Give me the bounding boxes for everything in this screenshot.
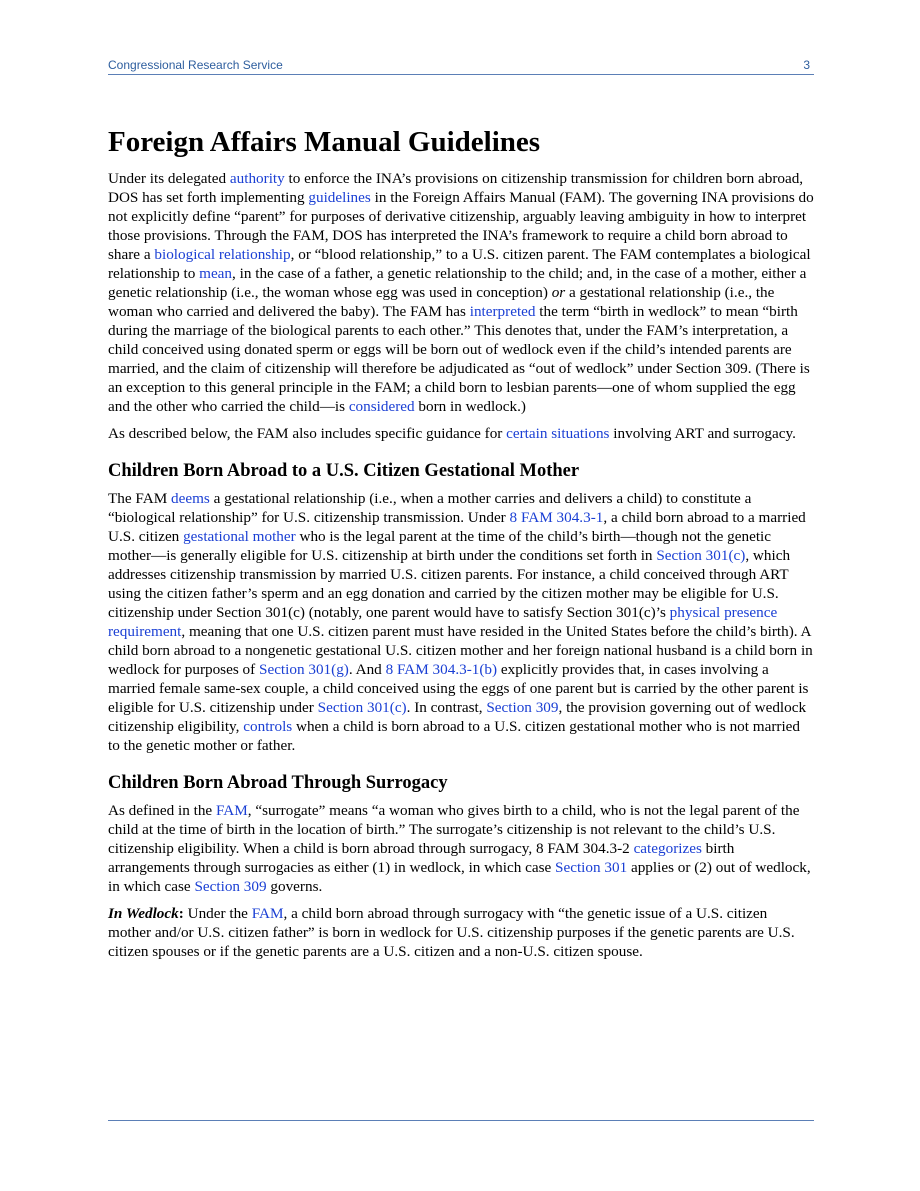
text: As defined in the — [108, 802, 216, 819]
text: a gestational relationship (i.e., when a mother carries and delivers a child) to constitute a “biological relationship” for U.S. citizenship transmission. Under — [108, 490, 752, 526]
header-rule — [108, 74, 814, 75]
paragraph-in-wedlock — [108, 904, 814, 961]
text: , a child born abroad to a married U.S. citizen — [108, 509, 806, 545]
link-section-301c-2[interactable]: Section 301(c) — [317, 699, 407, 716]
link-fam[interactable]: FAM — [215, 802, 248, 819]
link-categorizes[interactable]: categorizes — [633, 840, 702, 857]
text: in the Foreign Affairs Manual (FAM). The governing INA provisions do not explicitly define “parent” for purposes of derivative citizenship, arguably leaving ambiguity in how to interpret those provisions. Through the FAM, DOS has interpreted the INA’s framework to require a child born abroad to share a — [108, 189, 814, 263]
text: Under the — [183, 905, 252, 922]
link-considered[interactable]: considered — [348, 398, 415, 415]
text: the term “birth in wedlock” to mean “birth during the marriage of the biological parents to each other.” This denotes that, under the FAM’s interpretation, a child conceived using donated sperm or eggs will be born out of wedlock even if the child’s intended parents are married, and the claim of citizenship will therefore be adjudicated as “out of wedlock” under Section 309. (There is an exception to this general principle in the FAM; a child born to lesbian parents—one of whom supplied the egg and the other who carried the child—is — [108, 303, 810, 415]
text: a gestational relationship (i.e., the woman who carried and delivered the baby). The FAM has — [108, 284, 775, 320]
text: Under its delegated — [108, 170, 230, 187]
text: involving ART and surrogacy. — [609, 425, 796, 442]
text: , meaning that one U.S. citizen parent must have resided in the United States before the child’s birth). A child born abroad to a nongenetic gestational U.S. citizen mother and her foreign national husband is a child born in wedlock for purposes of — [108, 623, 813, 678]
link-section-301[interactable]: Section 301 — [555, 859, 628, 876]
text: born in wedlock.) — [414, 398, 526, 415]
link-biological-relationship[interactable]: biological relationship — [154, 246, 291, 263]
text: when a child is born abroad to a U.S. citizen gestational mother who is not married to the genetic mother or father. — [108, 718, 801, 754]
section-title: Foreign Affairs Manual Guidelines — [108, 126, 541, 158]
text: , in the case of a father, a genetic relationship to the child; and, in the case of a mother, either a genetic relationship (i.e., the woman whose egg was used in conception) — [108, 265, 807, 301]
link-authority[interactable]: authority — [229, 170, 285, 187]
text: , “surrogate” means “a woman who gives birth to a child, who is not the legal parent of the child at the time of birth in the location of birth.” The surrogate’s citizenship is not relevant to the child’s U.S. citizenship eligibility. When a child is born abroad through surrogacy, 8 FAM 304.3-2 — [108, 802, 800, 857]
text: to enforce the INA’s provisions on citizenship transmission for children born abroad, DOS has set forth implementing — [108, 170, 804, 206]
run-in-heading: In Wedlock — [108, 905, 179, 922]
text: governs. — [266, 878, 323, 895]
subheading-gestational-mother: Children Born Abroad to a U.S. Citizen Gestational Mother — [108, 461, 580, 481]
footer-rule — [108, 1120, 814, 1121]
paragraph-surrogacy — [108, 801, 814, 896]
link-certain-situations[interactable]: certain situations — [506, 425, 610, 442]
run-in-colon: : — [178, 905, 184, 922]
text: The FAM — [108, 490, 171, 507]
main-content — [108, 124, 814, 969]
link-fam-2[interactable]: FAM — [251, 905, 284, 922]
text: , which addresses citizenship transmission by married U.S. citizen parents. For instance, a child conceived through ART using the citizen father’s sperm and an egg donation and carried by the citizen mother may be eligible for U.S. citizenship under Section 301(c) (notably, one parent would have to satisfy Section 301(c)’s — [108, 547, 791, 621]
emphasis-text: or — [551, 284, 566, 301]
text: . In contrast, — [406, 699, 487, 716]
link-guidelines[interactable]: guidelines — [308, 189, 371, 206]
text: As described below, the FAM also includes specific guidance for — [108, 425, 507, 442]
text: who is the legal parent at the time of the child’s birth—though not the genetic mother—is generally eligible for U.S. citizenship at birth under the conditions set forth in — [108, 528, 772, 564]
link-section-301g[interactable]: Section 301(g) — [259, 661, 349, 678]
link-section-309-2[interactable]: Section 309 — [194, 878, 267, 895]
text: , the provision governing out of wedlock citizenship eligibility, — [108, 699, 807, 735]
link-section-301c[interactable]: Section 301(c) — [656, 547, 746, 564]
text: . And — [348, 661, 386, 678]
page-header — [108, 58, 812, 74]
text: , or “blood relationship,” to a U.S. citizen parent. The FAM contemplates a biological relationship to — [108, 246, 811, 282]
text: explicitly provides that, in cases involving a married female same-sex couple, a child conceived using the eggs of one parent but is carried by the other parent is eligible for U.S. citizenship under — [108, 661, 809, 716]
paragraph-gestational — [108, 489, 814, 755]
text: , a child born abroad through surrogacy with “the genetic issue of a U.S. citizen mother and/or U.S. citizen father” is born in wedlock for U.S. citizenship purposes if the genetic parents are U.S. citizen spouses or if the genetic parents are a U.S. citizen and a non-U.S. citizen spouse. — [108, 905, 795, 960]
text: applies or (2) out of wedlock, in which case — [108, 859, 811, 895]
link-physical-presence-requirement[interactable]: physical presence requirement — [108, 604, 778, 640]
header-organization: Congressional Research Service — [108, 58, 283, 72]
link-interpreted[interactable]: interpreted — [469, 303, 536, 320]
paragraph-situations — [108, 424, 814, 443]
subheading-surrogacy: Children Born Abroad Through Surrogacy — [108, 773, 448, 793]
link-8-fam-304-3-1[interactable]: 8 FAM 304.3-1 — [509, 509, 604, 526]
link-gestational-mother[interactable]: gestational mother — [183, 528, 296, 545]
link-controls[interactable]: controls — [243, 718, 293, 735]
page-number: 3 — [803, 58, 810, 72]
link-mean[interactable]: mean — [199, 265, 233, 282]
link-deems[interactable]: deems — [171, 490, 210, 507]
paragraph-intro — [108, 169, 814, 416]
text: birth arrangements through surrogacies as either (1) in wedlock, in which case — [108, 840, 735, 876]
link-section-309[interactable]: Section 309 — [486, 699, 559, 716]
link-8-fam-304-3-1b[interactable]: 8 FAM 304.3-1(b) — [385, 661, 498, 678]
